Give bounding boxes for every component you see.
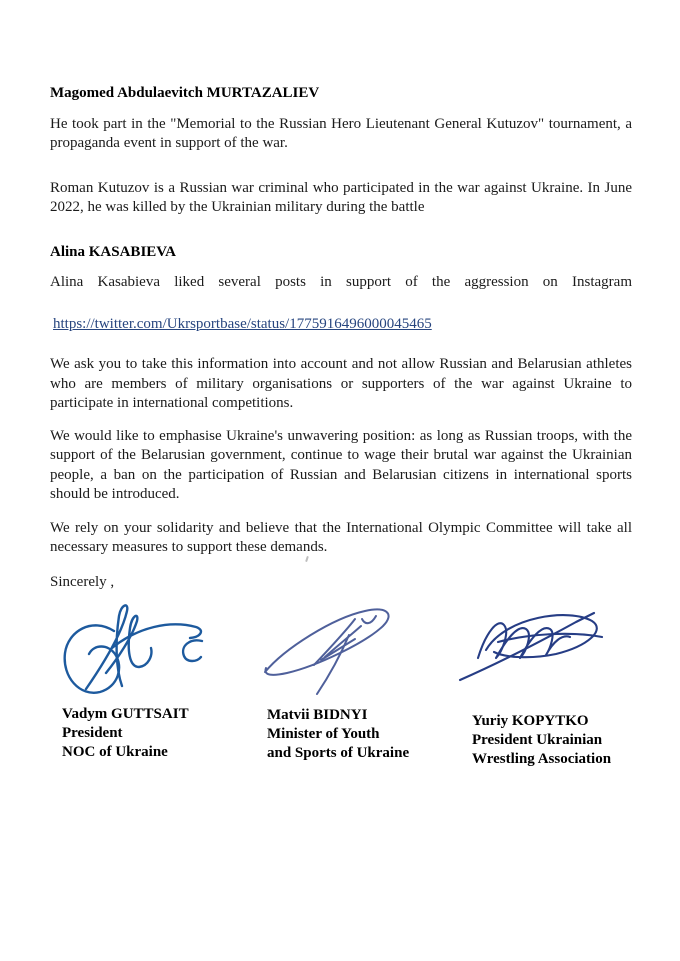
signatory-title: President Ukrainian — [472, 732, 603, 748]
twitter-link[interactable]: https://twitter.com/Ukrsportbase/status/1775916496000045465 — [53, 315, 432, 332]
signatory-name-block — [267, 706, 472, 763]
signatory-org: Wrestling Association — [472, 751, 612, 767]
signature-area-bidnyi — [267, 602, 472, 706]
closing-sincerely: Sincerely , — [50, 573, 115, 590]
signatory-name-block — [472, 712, 677, 769]
heading-murtazaliev: Magomed Abdulaevitch MURTAZALIEV — [50, 85, 320, 101]
signatory-title: President — [62, 725, 123, 741]
signatory-guttsait — [62, 599, 267, 769]
signatory-name-block — [62, 705, 267, 762]
signatory-title: Minister of Youth — [267, 726, 380, 742]
paragraph-position: We would like to emphasise Ukraine's unwavering position: as long as Russian troops, with the support of the Belarusian government, continue to wage their brutal war against the Ukrainian people, a ban on the participation of Russian and Belarusian citizens in international sports should be introduced. — [50, 427, 632, 502]
signatory-bidnyi — [267, 599, 472, 769]
stray-scan-mark — [305, 556, 309, 562]
signatory-name: Yuriy KOPYTKO — [472, 713, 589, 729]
signatory-name: Matvii BIDNYI — [267, 707, 368, 723]
signatory-org: NOC of Ukraine — [62, 744, 168, 760]
paragraph-kasabieva: Alina Kasabieva liked several posts in support of the aggression on Instagram — [50, 274, 632, 290]
signatory-name: Vadym GUTTSAIT — [62, 706, 189, 722]
paragraph-tournament: He took part in the "Memorial to the Russian Hero Lieutenant General Kutuzov" tournament, a propaganda event in support of the war. — [50, 115, 632, 151]
signature-block — [62, 599, 632, 769]
signature-bidnyi-ink — [259, 602, 399, 698]
paragraph-solidarity: We rely on your solidarity and believe that the International Olympic Committee will take all necessary measures to support these demands. — [50, 519, 632, 555]
paragraph-kutuzov: Roman Kutuzov is a Russian war criminal who participated in the war against Ukraine. In June 2022, he was killed by the Ukrainian military during the battle — [50, 179, 632, 215]
link-line — [50, 315, 632, 335]
paragraph-request: We ask you to take this information into account and not allow Russian and Belarusian athletes who are members of military organisations or supporters of the war against Ukraine to participate in international competitions. — [50, 356, 632, 411]
signature-area-guttsait — [62, 601, 267, 705]
signature-guttsait-ink — [56, 601, 208, 701]
signature-kopytko-ink — [458, 608, 616, 682]
signatory-kopytko — [472, 599, 677, 769]
heading-kasabieva: Alina KASABIEVA — [50, 243, 177, 260]
signature-area-kopytko — [472, 608, 677, 712]
signatory-org: and Sports of Ukraine — [267, 745, 410, 761]
